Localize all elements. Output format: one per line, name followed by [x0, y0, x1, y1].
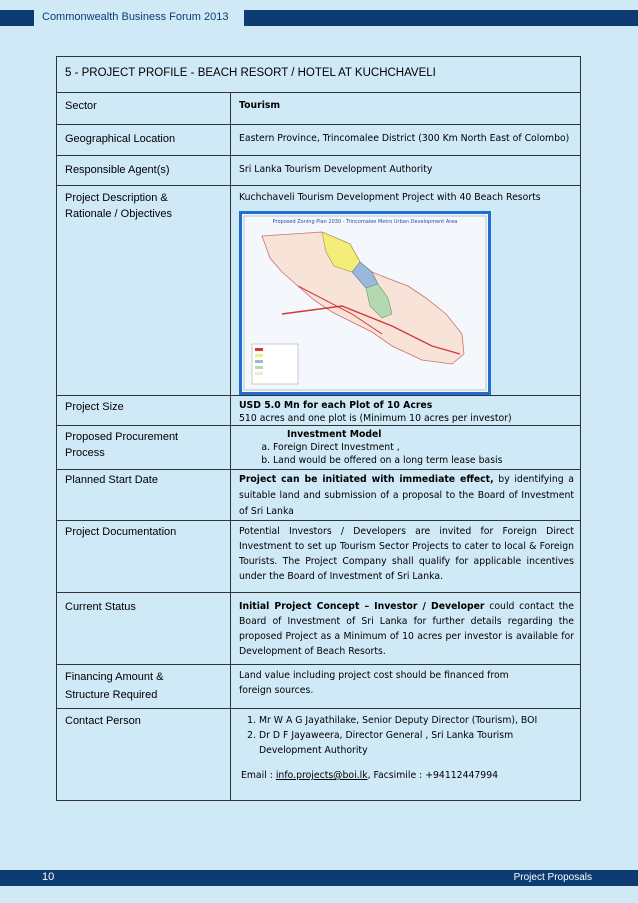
contact-list [239, 713, 574, 758]
procurement-item: a. Foreign Direct Investment , [273, 441, 574, 454]
map-legend-swatch-3 [255, 360, 263, 363]
footer-section: Project Proposals [513, 872, 592, 883]
contact-line [239, 768, 574, 783]
zoning-map [239, 211, 491, 395]
email-link[interactable]: info.projects@boi.lk [275, 770, 368, 781]
sector-label: Sector [57, 93, 231, 125]
page-number: 10 [42, 871, 55, 883]
map-caption: Proposed Zoning Plan 2030 - Trincomalee Metro Urban Development Area [272, 219, 458, 225]
row-size [57, 396, 581, 426]
location-value: Eastern Province, Trincomalee District (300 Km North East of Colombo) [231, 125, 581, 156]
size-line1: USD 5.0 Mn for each Plot of 10 Acres [239, 400, 433, 411]
contact-value-cell [231, 709, 581, 801]
row-contact [57, 709, 581, 801]
status-label: Current Status [57, 593, 231, 665]
description-label [57, 186, 231, 396]
contact-item: 1. Mr W A G Jayathilake, Senior Deputy Director (Tourism), BOI [259, 713, 574, 728]
description-label-line1: Project Description & [65, 192, 168, 204]
status-rest: could contact the Board of Investment of Sri Lanka for further details regarding the proposed Project as a Minimum of 10 acres per investor is available for Development of Beach Resorts. [239, 601, 574, 657]
start-bold: Project can be initiated with immediate effect, [239, 474, 494, 485]
row-procurement [57, 426, 581, 470]
email-label: Email : [241, 770, 276, 781]
size-line2: 510 acres and one plot is (Minimum 10 acres per investor) [239, 413, 512, 424]
size-value-cell [231, 396, 581, 426]
row-status [57, 593, 581, 665]
status-bold: Initial Project Concept – Investor / Developer [239, 601, 485, 612]
description-value-cell [231, 186, 581, 396]
procurement-list [239, 441, 574, 467]
procurement-label-line1: Proposed Procurement [65, 431, 179, 443]
map-legend-swatch-4 [255, 366, 263, 369]
start-rest: by identifying a suitable land and submission of a proposal to the Board of Investment of Sri Lanka [239, 474, 575, 517]
row-start-date [57, 470, 581, 521]
location-label: Geographical Location [57, 125, 231, 156]
footer-bar [0, 870, 638, 886]
profile-title: 5 - PROJECT PROFILE - BEACH RESORT / HOTEL AT KUCHCHAVELI [57, 57, 581, 93]
project-profile-table [56, 56, 581, 801]
header-left-strip [0, 10, 34, 26]
procurement-item: b. Land would be offered on a long term lease basis [273, 454, 574, 467]
contact-label: Contact Person [57, 709, 231, 801]
map-legend-swatch-5 [255, 372, 263, 375]
status-value [231, 593, 581, 665]
map-legend-swatch-1 [255, 348, 263, 351]
header-bar [0, 10, 638, 26]
procurement-value-cell [231, 426, 581, 470]
row-location [57, 125, 581, 156]
zoning-map-image [242, 214, 488, 392]
header-title: Commonwealth Business Forum 2013 [42, 11, 229, 23]
agent-label: Responsible Agent(s) [57, 156, 231, 186]
start-label: Planned Start Date [57, 470, 231, 521]
row-description [57, 186, 581, 396]
agent-value: Sri Lanka Tourism Development Authority [231, 156, 581, 186]
financing-label-line2: Structure Required [65, 689, 158, 701]
financing-label-line1: Financing Amount & [65, 671, 164, 683]
row-agent [57, 156, 581, 186]
header-right-strip [244, 10, 638, 26]
fax-text: , Facsimile : +94112447994 [367, 770, 499, 781]
description-label-line2: Rationale / Objectives [65, 208, 172, 220]
procurement-heading: Investment Model [287, 429, 382, 440]
row-financing [57, 665, 581, 709]
map-legend-swatch-2 [255, 354, 263, 357]
procurement-label-line2: Process [65, 447, 105, 459]
description-value: Kuchchaveli Tourism Development Project with 40 Beach Resorts [239, 192, 541, 203]
financing-value: Land value including project cost should be financed from foreign sources. [231, 665, 581, 709]
contact-item: 2. Dr D F Jayaweera, Director General , Sri Lanka Tourism Development Authority [259, 728, 574, 758]
procurement-label [57, 426, 231, 470]
row-sector [57, 93, 581, 125]
documentation-label: Project Documentation [57, 521, 231, 593]
size-label: Project Size [57, 396, 231, 426]
start-value [231, 470, 581, 521]
row-documentation [57, 521, 581, 593]
documentation-value: Potential Investors / Developers are invited for Foreign Direct Investment to set up Tourism Sector Projects to cater to local & Foreign Tourists. The Project Company shall qualify for applicable incentives under the Board of Investment of Sri Lanka. [231, 521, 581, 593]
financing-label [57, 665, 231, 709]
sector-value: Tourism [231, 93, 581, 125]
